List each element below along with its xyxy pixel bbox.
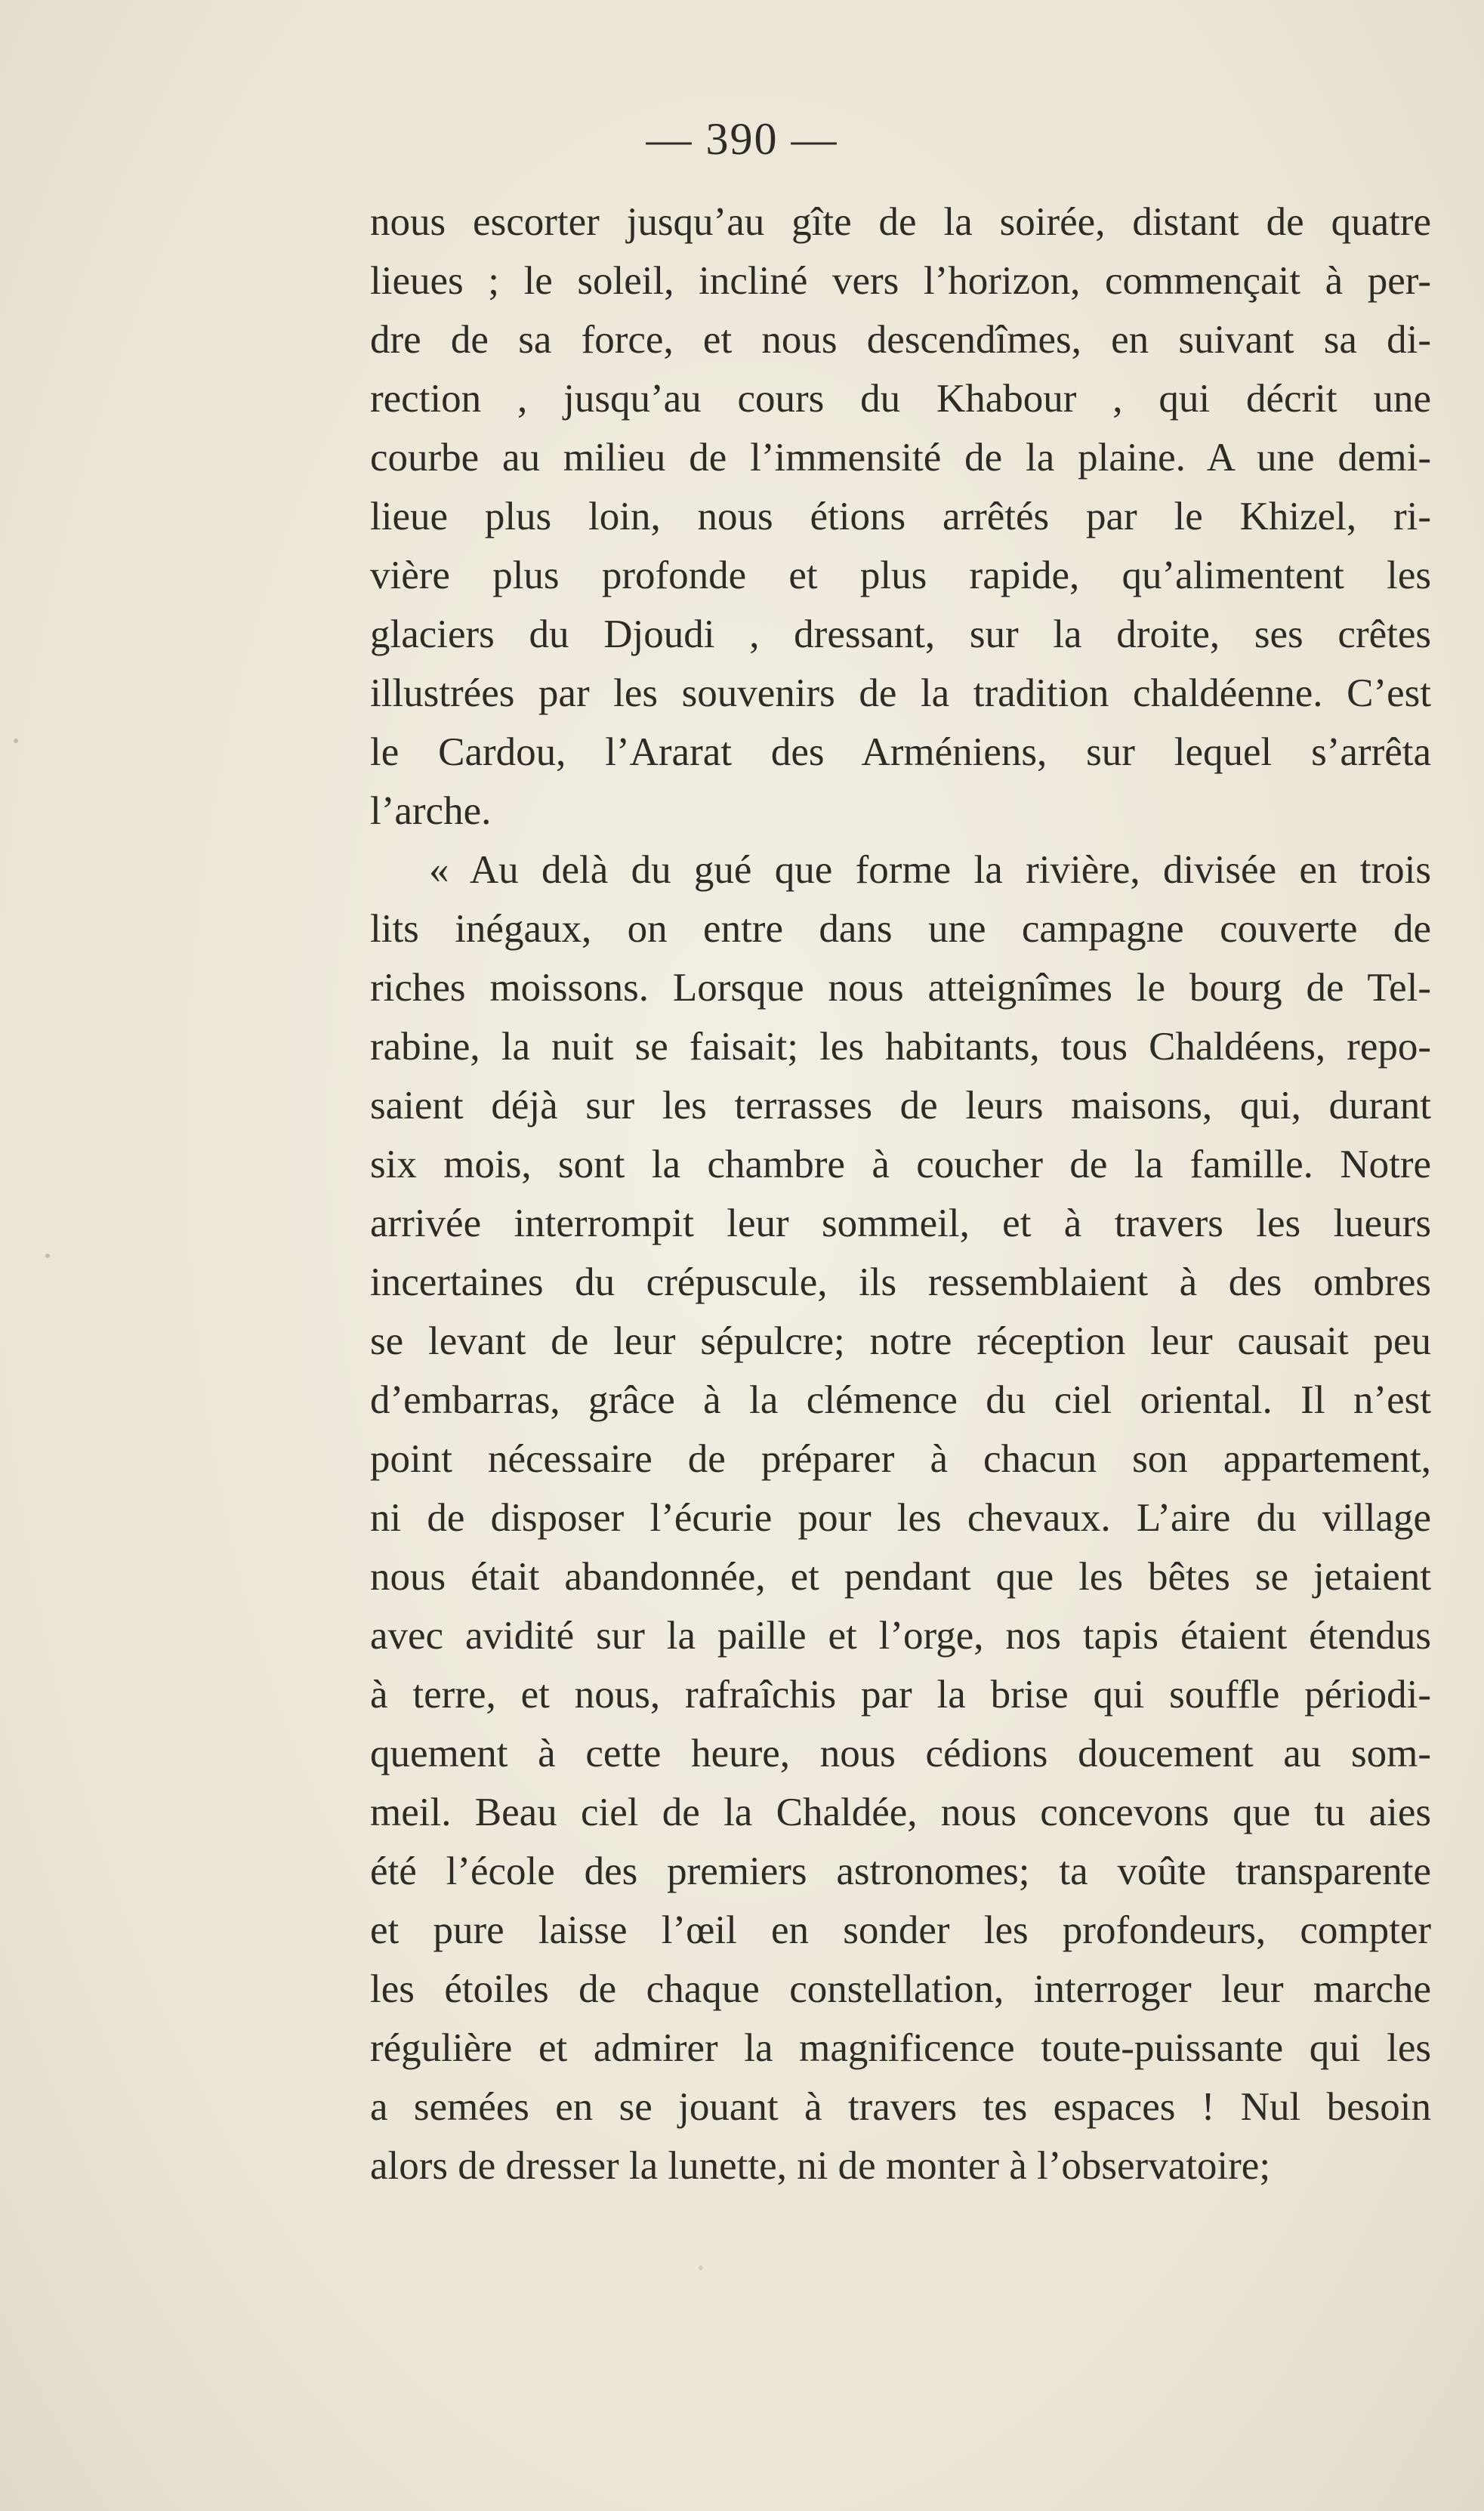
paper-speck [14,739,18,743]
text-line: dre de sa force, et nous descendîmes, en suivant sa di- [370,318,1431,362]
text-line: alors de dresser la lunette, ni de monter à l’observatoire; [370,2144,1271,2188]
text-line: glaciers du Djoudi , dressant, sur la droite, ses crêtes [370,612,1431,656]
text-line: nous était abandonnée, et pendant que les bêtes se jetaient [370,1555,1431,1599]
text-line: quement à cette heure, nous cédions doucement au som- [370,1732,1431,1775]
body-text [370,193,1431,2195]
text-line: illustrées par les souvenirs de la tradition chaldéenne. C’est [370,671,1431,715]
text-line: riches moissons. Lorsque nous atteignîmes le bourg de Tel- [370,966,1431,1010]
text-line: et pure laisse l’œil en sonder les profondeurs, compter [370,1908,1431,1952]
text-line: régulière et admirer la magnificence toute-puissante qui les [370,2026,1431,2070]
text-line: incertaines du crépuscule, ils ressemblaient à des ombres [370,1260,1431,1304]
text-line: « Au delà du gué que forme la rivière, divisée en trois [429,848,1431,892]
text-line: arrivée interrompit leur sommeil, et à travers les lueurs [370,1202,1431,1245]
text-line: d’embarras, grâce à la clémence du ciel oriental. Il n’est [370,1378,1431,1422]
text-line: lieues ; le soleil, incliné vers l’horizon, commençait à per- [370,259,1431,303]
text-line: avec avidité sur la paille et l’orge, nos tapis étaient étendus [370,1614,1431,1658]
text-line: nous escorter jusqu’au gîte de la soirée, distant de quatre [370,200,1431,244]
text-line: rection , jusqu’au cours du Khabour , qui décrit une [370,377,1431,421]
paragraph [370,841,1431,2195]
text-line: meil. Beau ciel de la Chaldée, nous concevons que tu aies [370,1791,1431,1834]
text-line: courbe au milieu de l’immensité de la plaine. A une demi- [370,436,1431,480]
text-line: saient déjà sur les terrasses de leurs maisons, qui, durant [370,1084,1431,1127]
text-line: lieue plus loin, nous étions arrêtés par le Khizel, ri- [370,495,1431,538]
text-line: point nécessaire de préparer à chacun son appartement, [370,1437,1431,1481]
paragraph [370,193,1431,841]
text-line: lits inégaux, on entre dans une campagne couverte de [370,907,1431,951]
page-number: — 390 — [646,114,838,164]
text-line: vière plus profonde et plus rapide, qu’alimentent les [370,554,1431,597]
text-line: à terre, et nous, rafraîchis par la brise qui souffle périodi- [370,1673,1431,1717]
text-line: rabine, la nuit se faisait; les habitants, tous Chaldéens, repo- [370,1025,1431,1069]
text-line: se levant de leur sépulcre; notre réception leur causait peu [370,1319,1431,1363]
text-line: les étoiles de chaque constellation, interroger leur marche [370,1967,1431,2011]
text-line: le Cardou, l’Ararat des Arméniens, sur lequel s’arrêta [370,730,1431,774]
paper-speck [699,2266,703,2270]
text-line: six mois, sont la chambre à coucher de la famille. Notre [370,1143,1431,1186]
text-line: l’arche. [370,789,492,833]
text-line: ni de disposer l’écurie pour les chevaux. L’aire du village [370,1496,1431,1540]
text-line: été l’école des premiers astronomes; ta voûte transparente [370,1849,1431,1893]
text-line: a semées en se jouant à travers tes espaces ! Nul besoin [370,2085,1431,2129]
paper-speck [45,1254,50,1258]
